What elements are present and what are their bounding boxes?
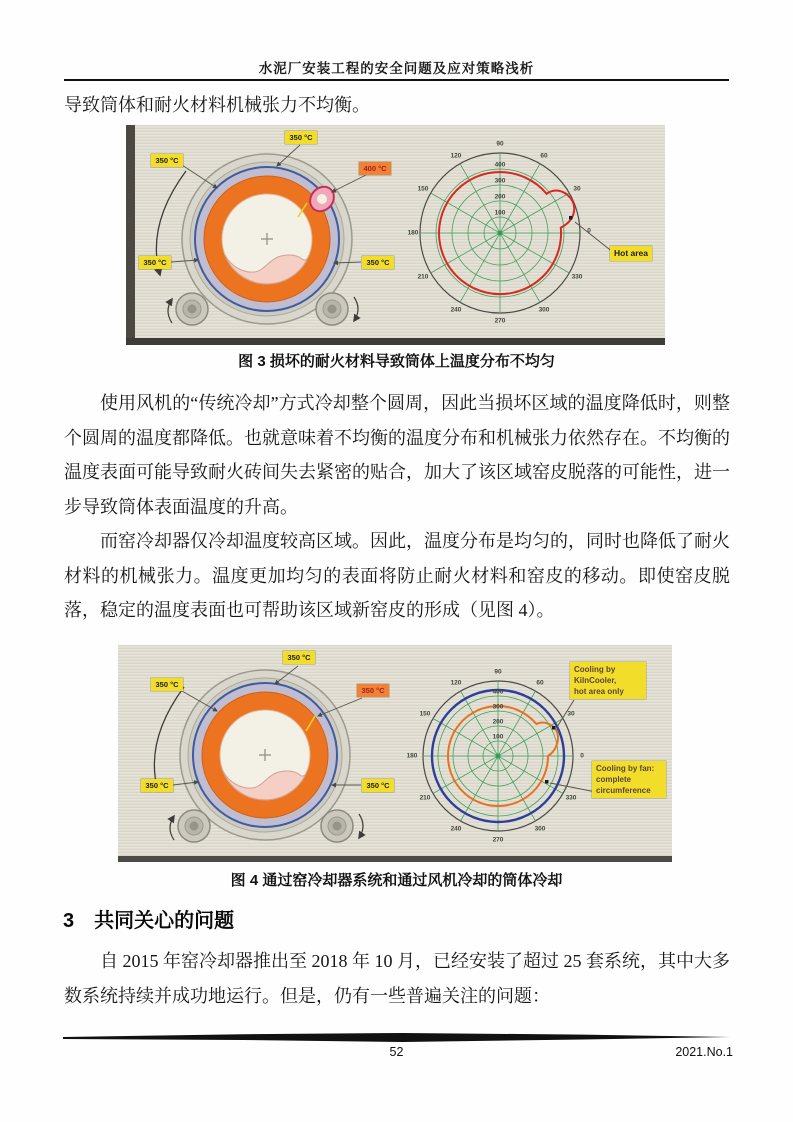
- temp-label-lower-left: 350 °C: [141, 779, 173, 792]
- kilncooler-label-line3: hot area only: [574, 687, 624, 696]
- polar-angle-180: 180: [407, 229, 419, 237]
- temp-label-top: 350 °C: [283, 651, 315, 664]
- polar-radial-400: 400: [492, 688, 504, 696]
- temp-label-upper-right: 350 °C: [357, 684, 389, 697]
- kiln-cross-section: [156, 145, 366, 325]
- polar-angle-330: 330: [571, 273, 583, 281]
- polar-angle-0: 0: [580, 752, 584, 760]
- polar-angle-300: 300: [534, 825, 546, 833]
- footer-rule: [63, 1033, 730, 1043]
- polar-angle-0: 0: [587, 227, 591, 235]
- polar-angle-180: 180: [406, 752, 418, 760]
- fan-label-line2: complete: [596, 775, 632, 784]
- polar-angle-150: 150: [417, 185, 429, 193]
- polar-temperature-plot: [417, 153, 614, 313]
- figure3-caption: 图 3 损坏的耐火材料导致筒体上温度分布不均匀: [238, 353, 555, 370]
- paragraph-3: 自 2015 年窑冷却器推出至 2018 年 10 月，已经安装了超过 25 套系统，其中大多数系统持续并成功地运行。但是，仍有一些普遍关注的问题：: [64, 951, 730, 1006]
- polar-radial-200: 200: [492, 718, 504, 726]
- polar-angle-210: 210: [419, 794, 431, 802]
- roller-rotation-arrow-left: [168, 299, 172, 323]
- polar-angle-120: 120: [450, 152, 462, 160]
- temp-label-upper-left: 350 °C: [151, 154, 183, 167]
- polar-radial-100: 100: [494, 209, 506, 217]
- figure4-caption: 图 4 通过窑冷却器系统和通过风机冷却的筒体冷却: [230, 872, 563, 889]
- polar-angle-90: 90: [494, 668, 502, 676]
- polar-radial-200: 200: [494, 193, 506, 201]
- roller-rotation-arrow-right: [359, 814, 363, 838]
- section-number: 3: [63, 910, 75, 932]
- roller-rotation-arrow-left: [170, 816, 174, 840]
- hot-area-label: Hot area: [610, 246, 652, 261]
- polar-angle-150: 150: [419, 710, 431, 718]
- polar-angle-210: 210: [417, 273, 429, 281]
- temp-label-upper-left: 350 °C: [151, 678, 183, 691]
- polar-angle-30: 30: [573, 185, 581, 193]
- polar-angle-30: 30: [567, 710, 575, 718]
- kiln-rotation-arrow: [154, 687, 184, 791]
- fan-label-line3: circumference: [596, 786, 651, 795]
- fan-label: [592, 761, 666, 798]
- paragraph-intro: 导致筒体和耐火材料机械张力不均衡。: [64, 95, 370, 115]
- paragraph-1: 使用风机的“传统冷却”方式冷却整个圆周，因此当损坏区域的温度降低时，则整个圆周的温度都降低。也就意味着不均衡的温度分布和机械张力依然存在。不均衡的温度表面可能导致耐火砖间失去紧密的贴合，加大了该区域窑皮脱落的可能性，进一步导致筒体表面温度的升高。: [64, 393, 730, 517]
- temp-label-top: 350 °C: [285, 131, 317, 144]
- temp-label-upper-right: 400 °C: [359, 162, 391, 175]
- figure3-drawing: [126, 125, 665, 345]
- header-title: 水泥厂安装工程的安全问题及应对策略浅析: [258, 61, 535, 76]
- roller-rotation-arrow-right: [354, 297, 358, 321]
- polar-angle-240: 240: [450, 306, 462, 314]
- polar-angle-330: 330: [565, 794, 577, 802]
- polar-angle-120: 120: [450, 679, 462, 687]
- polar-radial-300: 300: [492, 703, 504, 711]
- footer-page-number: 52: [389, 1045, 404, 1059]
- kilncooler-label-line1: Cooling by: [574, 665, 616, 674]
- paragraph-2: 而窑冷却器仅冷却温度较高区域。因此，温度分布是均匀的，同时也降低了耐火材料的机械张力。温度更加均匀的表面将防止耐火材料和窑皮的移动。即使窑皮脱落，稳定的温度表面也可帮助该区域新窑皮的形成（见图 4）。: [64, 531, 730, 620]
- polar-angle-90: 90: [496, 140, 504, 148]
- footer-issue: 2021.No.1: [675, 1045, 733, 1059]
- polar-angle-60: 60: [536, 679, 544, 687]
- header-rule: [64, 79, 729, 81]
- polar-angle-270: 270: [492, 836, 504, 844]
- section-heading: [63, 906, 234, 936]
- temp-label-lower-right: 350 °C: [362, 779, 394, 792]
- figure3-image: [126, 125, 665, 345]
- polar-angle-300: 300: [538, 306, 550, 314]
- temp-label-lower-left: 350 °C: [139, 256, 171, 269]
- polar-radial-300: 300: [494, 177, 506, 185]
- kilncooler-label: [570, 662, 646, 699]
- section-title: 共同关心的问题: [94, 910, 235, 932]
- hot-area-arrow: [575, 222, 614, 253]
- figure4-image: [118, 645, 672, 862]
- temp-label-lower-right: 350 °C: [362, 256, 394, 269]
- fan-label-line1: Cooling by fan:: [596, 764, 655, 773]
- kilncooler-label-line2: KilnCooler,: [574, 676, 617, 685]
- polar-radial-400: 400: [494, 161, 506, 169]
- polar-radial-100: 100: [492, 733, 504, 741]
- polar-cooling-plot: [423, 681, 596, 831]
- polar-angle-270: 270: [494, 317, 506, 325]
- polar-angle-240: 240: [450, 825, 462, 833]
- polar-angle-60: 60: [540, 152, 548, 160]
- kiln-cross-section: [154, 666, 363, 842]
